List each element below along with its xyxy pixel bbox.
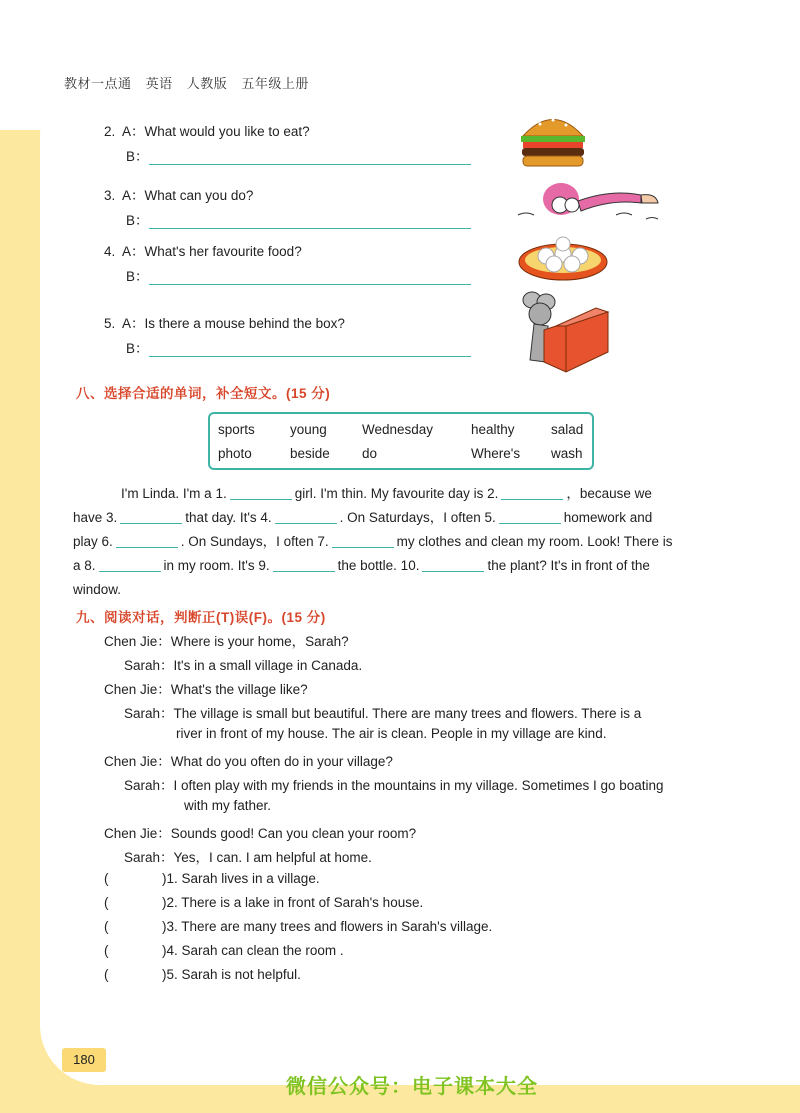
- dialogue-line: Chen Jie：Sounds good! Can you clean your room?: [104, 826, 417, 841]
- page-header: [64, 73, 319, 92]
- question-4: 4. A：What's her favourite food?: [104, 244, 302, 259]
- cloze-passage: [73, 482, 733, 602]
- dialogue-line: with my father.: [184, 798, 272, 813]
- footer-watermark: 微信公众号：电子课本大全: [286, 1076, 538, 1098]
- blank-6[interactable]: [116, 534, 178, 548]
- dialogue-line: Sarah：I often play with my friends in the mountains in my village. Sometimes I go boating: [124, 778, 664, 793]
- dialogue-line: Chen Jie：What's the village like?: [104, 682, 308, 697]
- blank-10[interactable]: [422, 558, 484, 572]
- dialogue-line: Sarah：It's in a small village in Canada.: [124, 658, 363, 673]
- dialogue-line: Sarah：The village is small but beautiful. There are many trees and flowers. There is a: [124, 706, 642, 721]
- question-4-a: A：What's her favourite food?: [122, 244, 302, 259]
- dumplings-icon: [518, 232, 608, 282]
- cloze-line-1: I'm Linda. I'm a 1. girl. I'm thin. My favourite day is 2. ，because we: [121, 486, 652, 501]
- tf-item-3[interactable]: ( )3. There are many trees and flowers in Sarah's village.: [104, 919, 493, 934]
- mouse-box-icon: [516, 290, 610, 374]
- answer-4-line[interactable]: [149, 271, 471, 285]
- answer-5[interactable]: B：: [126, 337, 471, 357]
- hamburger-icon: [518, 108, 588, 170]
- tf-item-2[interactable]: ( )2. There is a lake in front of Sarah's house.: [104, 895, 424, 910]
- blank-9[interactable]: [273, 558, 335, 572]
- page-number: 180: [62, 1048, 106, 1072]
- question-5: 5. A：Is there a mouse behind the box?: [104, 316, 345, 331]
- question-3-a: A：What can you do?: [122, 188, 254, 203]
- cloze-line-4: a 8. in my room. It's 9. the bottle. 10. the plant? It's in front of the: [73, 558, 650, 573]
- dialogue-line: Chen Jie：What do you often do in your village?: [104, 754, 393, 769]
- answer-2[interactable]: B：: [126, 145, 471, 165]
- word: Where's: [471, 446, 521, 461]
- blank-3[interactable]: [120, 510, 182, 524]
- cloze-line-2: have 3. that day. It's 4. . On Saturdays，I often 5. homework and: [73, 510, 653, 525]
- word: do: [362, 446, 378, 461]
- word-bank: [208, 412, 594, 470]
- dialogue-line: river in front of my house. The air is clean. People in my village are kind.: [176, 726, 607, 741]
- edition: 人教版: [186, 76, 228, 91]
- question-5-a: A：Is there a mouse behind the box?: [122, 316, 345, 331]
- word: salad: [551, 422, 584, 437]
- blank-5[interactable]: [499, 510, 561, 524]
- question-2-a: A：What would you like to eat?: [122, 124, 310, 139]
- subject: 英语: [145, 76, 173, 91]
- tf-item-5[interactable]: ( )5. Sarah is not helpful.: [104, 967, 301, 982]
- cloze-line-5: window.: [73, 582, 122, 597]
- question-2: 2. A：What would you like to eat?: [104, 124, 310, 139]
- blank-4[interactable]: [275, 510, 337, 524]
- answer-3[interactable]: B：: [126, 209, 471, 229]
- answer-3-line[interactable]: [149, 215, 471, 229]
- blank-2[interactable]: [501, 486, 563, 500]
- answer-2-line[interactable]: [149, 151, 471, 165]
- blank-8[interactable]: [99, 558, 161, 572]
- dialogue-line: Chen Jie：Where is your home，Sarah?: [104, 634, 349, 649]
- question-3: 3. A：What can you do?: [104, 188, 254, 203]
- word: photo: [218, 446, 252, 461]
- word: young: [290, 422, 327, 437]
- swimmer-icon: [516, 175, 666, 227]
- blank-1[interactable]: [230, 486, 292, 500]
- tf-item-4[interactable]: ( )4. Sarah can clean the room .: [104, 943, 344, 958]
- answer-4[interactable]: B：: [126, 265, 471, 285]
- section-8-title: 八、选择合适的单词，补全短文。(15 分): [76, 386, 331, 401]
- dialogue-line: Sarah：Yes，I can. I am helpful at home.: [124, 850, 372, 865]
- word: sports: [218, 422, 255, 437]
- blank-7[interactable]: [332, 534, 394, 548]
- tf-item-1[interactable]: ( )1. Sarah lives in a village.: [104, 871, 320, 886]
- section-9-title: 九、阅读对话，判断正(T)误(F)。(15 分): [76, 610, 326, 625]
- word: healthy: [471, 422, 515, 437]
- grade: 五年级上册: [241, 76, 309, 91]
- word: beside: [290, 446, 330, 461]
- word: wash: [551, 446, 583, 461]
- cloze-line-3: play 6. . On Sundays，I often 7. my clothes and clean my room. Look! There is: [73, 534, 673, 549]
- word: Wednesday: [362, 422, 434, 437]
- answer-5-line[interactable]: [149, 343, 471, 357]
- book-title: 教材一点通: [64, 76, 132, 91]
